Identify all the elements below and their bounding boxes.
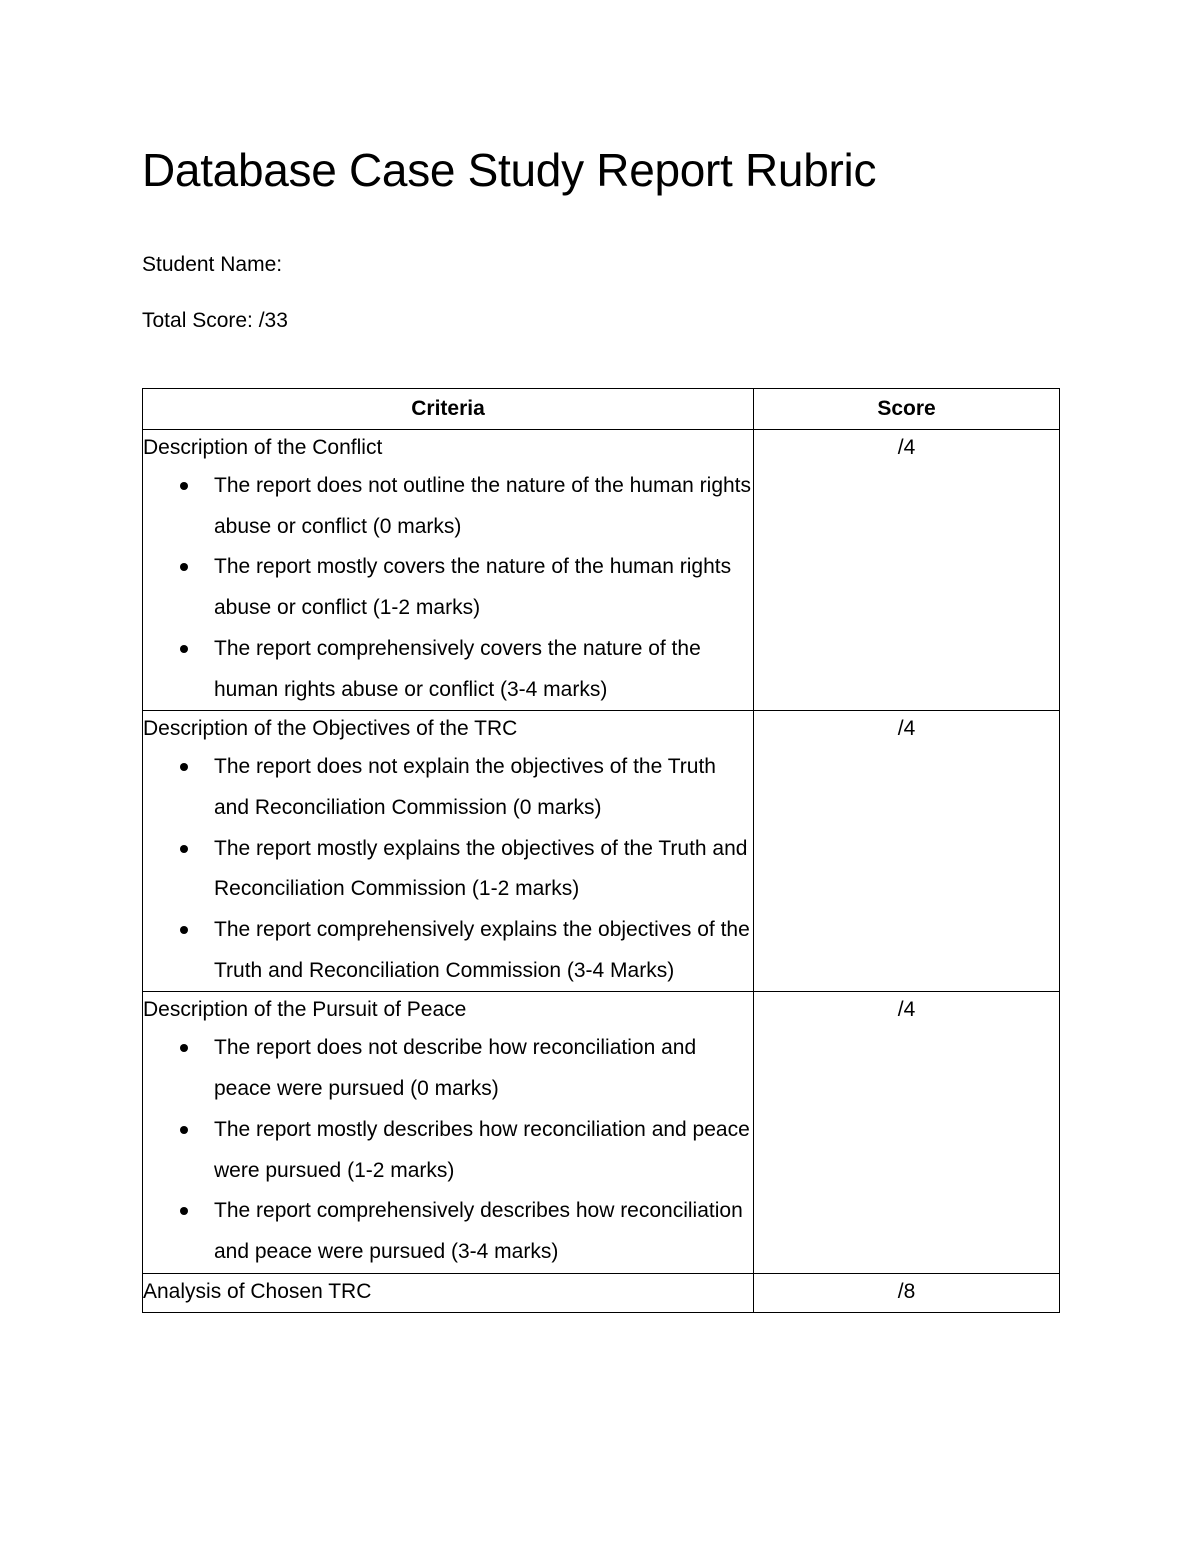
criteria-cell: [143, 992, 754, 1273]
student-name-label: Student Name:: [142, 253, 283, 276]
list-item: The report does not explain the objectives of the Truth and Reconciliation Commission (0 marks): [143, 747, 753, 828]
score-cell: /4: [754, 992, 1060, 1273]
criteria-header: Criteria: [143, 389, 754, 430]
page-title: Database Case Study Report Rubric: [142, 144, 877, 196]
list-item: The report mostly covers the nature of the human rights abuse or conflict (1-2 marks): [143, 547, 753, 628]
list-item: The report comprehensively describes how reconciliation and peace were pursued (3-4 marks): [143, 1191, 753, 1272]
list-item: The report does not outline the nature of the human rights abuse or conflict (0 marks): [143, 466, 753, 547]
criteria-cell: [143, 1273, 754, 1312]
table-row: [143, 430, 1060, 711]
criteria-title: Description of the Objectives of the TRC: [143, 717, 518, 741]
table-row: [143, 1273, 1060, 1312]
criteria-bullet-list: [143, 466, 753, 710]
criteria-cell: [143, 430, 754, 711]
rubric-table: [142, 388, 1060, 1313]
criteria-title: Analysis of Chosen TRC: [143, 1279, 372, 1303]
score-cell: /4: [754, 711, 1060, 992]
list-item: The report mostly explains the objectives of the Truth and Reconciliation Commission (1-2 marks): [143, 829, 753, 910]
table-row: [143, 711, 1060, 992]
list-item: The report mostly describes how reconciliation and peace were pursued (1-2 marks): [143, 1110, 753, 1191]
criteria-cell: [143, 711, 754, 992]
criteria-bullet-list: [143, 747, 753, 991]
criteria-bullet-list: [143, 1028, 753, 1272]
list-item: The report comprehensively covers the nature of the human rights abuse or conflict (3-4 marks): [143, 629, 753, 710]
list-item: The report does not describe how reconciliation and peace were pursued (0 marks): [143, 1028, 753, 1109]
table-row: [143, 992, 1060, 1273]
score-header: Score: [754, 389, 1060, 430]
score-cell: /8: [754, 1273, 1060, 1312]
list-item: The report comprehensively explains the objectives of the Truth and Reconciliation Commission (3-4 Marks): [143, 910, 753, 991]
criteria-title: Description of the Conflict: [143, 436, 383, 459]
criteria-title: Description of the Pursuit of Peace: [143, 998, 467, 1022]
score-cell: /4: [754, 430, 1060, 711]
table-header-row: [143, 389, 1060, 430]
total-score-label: Total Score: /33: [142, 309, 288, 332]
